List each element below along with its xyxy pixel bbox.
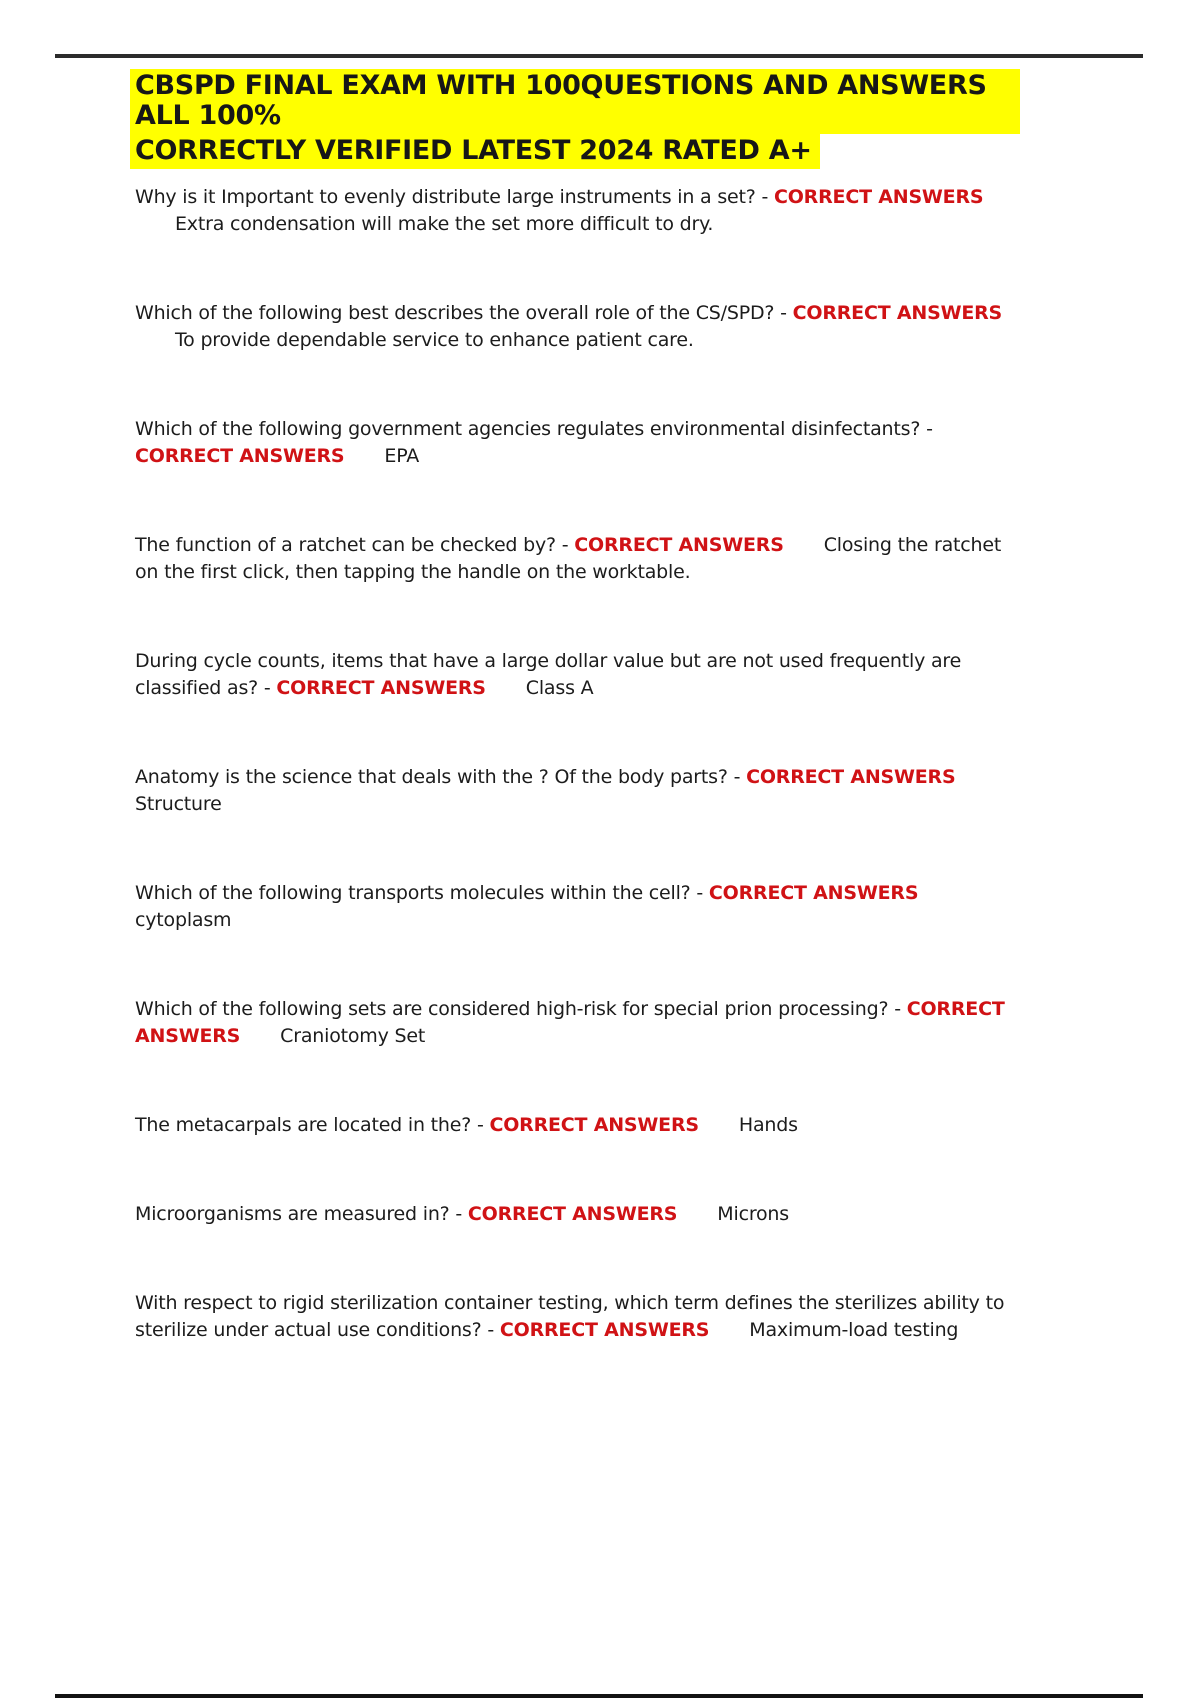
top-rule	[55, 54, 1143, 58]
answer-text: Hands	[738, 1114, 798, 1136]
qa-item	[135, 996, 1020, 1050]
question-text: The function of a ratchet can be checked by?	[135, 534, 556, 556]
correct-answers-label: CORRECT ANSWERS	[489, 1114, 699, 1136]
title-highlight: CORRECTLY VERIFIED LATEST 2024 RATED A+	[130, 134, 820, 169]
separator-dash: -	[455, 1203, 463, 1225]
title-highlight: CBSPD FINAL EXAM WITH 100QUESTIONS AND ANSWERS ALL 100%	[130, 69, 1020, 134]
correct-answers-label: CORRECT ANSWERS	[467, 1203, 678, 1225]
separator-dash: -	[761, 186, 769, 208]
separator-dash: -	[926, 418, 933, 440]
question-text: Which of the following best describes the overall role of the CS/SPD?	[135, 302, 775, 324]
qa-item	[135, 532, 1020, 586]
correct-answers-label: CORRECT ANSWERS	[574, 534, 784, 556]
question-text: With respect to rigid sterilization container testing, which term defines the sterilizes ability to sterilize under actual use conditions?	[135, 1292, 1005, 1341]
qa-item	[135, 184, 1020, 238]
correct-answers-label: CORRECT ANSWERS	[135, 998, 1005, 1047]
correct-answers-label: CORRECT ANSWERS	[499, 1319, 710, 1341]
answer-text: Closing the ratchet on the first click, then tapping the handle on the worktable.	[135, 534, 1002, 583]
question-text: Which of the following transports molecules within the cell?	[135, 882, 691, 904]
correct-answers-label: CORRECT ANSWERS	[792, 302, 1003, 324]
separator-dash: -	[733, 766, 741, 788]
qa-item	[135, 648, 1020, 702]
separator-dash: -	[561, 534, 569, 556]
question-text: Anatomy is the science that deals with the ? Of the body parts?	[135, 766, 728, 788]
separator-dash: -	[476, 1114, 484, 1136]
qa-item	[135, 1290, 1020, 1344]
answer-text: cytoplasm	[135, 909, 232, 931]
answer-text: To provide dependable service to enhance patient care.	[175, 329, 694, 351]
qa-item	[135, 1112, 1020, 1139]
separator-dash: -	[696, 882, 704, 904]
separator-dash: -	[487, 1319, 495, 1341]
answer-text: Structure	[135, 793, 222, 815]
separator-dash: -	[894, 998, 901, 1020]
document-page	[135, 69, 1020, 1406]
answer-text: Class A	[525, 677, 594, 699]
correct-answers-label: CORRECT ANSWERS	[708, 882, 919, 904]
document-title	[135, 69, 1020, 169]
correct-answers-label: CORRECT ANSWERS	[135, 445, 345, 467]
bottom-rule	[55, 1694, 1143, 1698]
question-text: Which of the following government agencies regulates environmental disinfectants?	[135, 418, 921, 440]
answer-text: Craniotomy Set	[280, 1025, 426, 1047]
answer-text: EPA	[384, 445, 420, 467]
correct-answers-label: CORRECT ANSWERS	[773, 186, 984, 208]
qa-item	[135, 880, 1020, 934]
answer-text: Extra condensation will make the set more difficult to dry.	[175, 213, 714, 235]
correct-answers-label: CORRECT ANSWERS	[746, 766, 956, 788]
question-text: Why is it Important to evenly distribute large instruments in a set?	[135, 186, 756, 208]
qa-item	[135, 300, 1020, 354]
question-text: Microorganisms are measured in?	[135, 1203, 450, 1225]
title-line-2	[135, 134, 1020, 169]
answer-text: Maximum-load testing	[749, 1319, 959, 1341]
separator-dash: -	[780, 302, 787, 324]
question-text: During cycle counts, items that have a large dollar value but are not used frequently are classified as?	[135, 650, 962, 699]
question-text: The metacarpals are located in the?	[135, 1114, 472, 1136]
title-line-1	[135, 69, 1020, 134]
answer-text: Microns	[717, 1203, 789, 1225]
qa-item	[135, 416, 1020, 470]
qa-item	[135, 1201, 1020, 1228]
qa-item	[135, 764, 1020, 818]
qa-list	[135, 184, 1020, 1344]
correct-answers-label: CORRECT ANSWERS	[276, 677, 486, 699]
question-text: Which of the following sets are considered high-risk for special prion processing?	[135, 998, 889, 1020]
separator-dash: -	[263, 677, 271, 699]
